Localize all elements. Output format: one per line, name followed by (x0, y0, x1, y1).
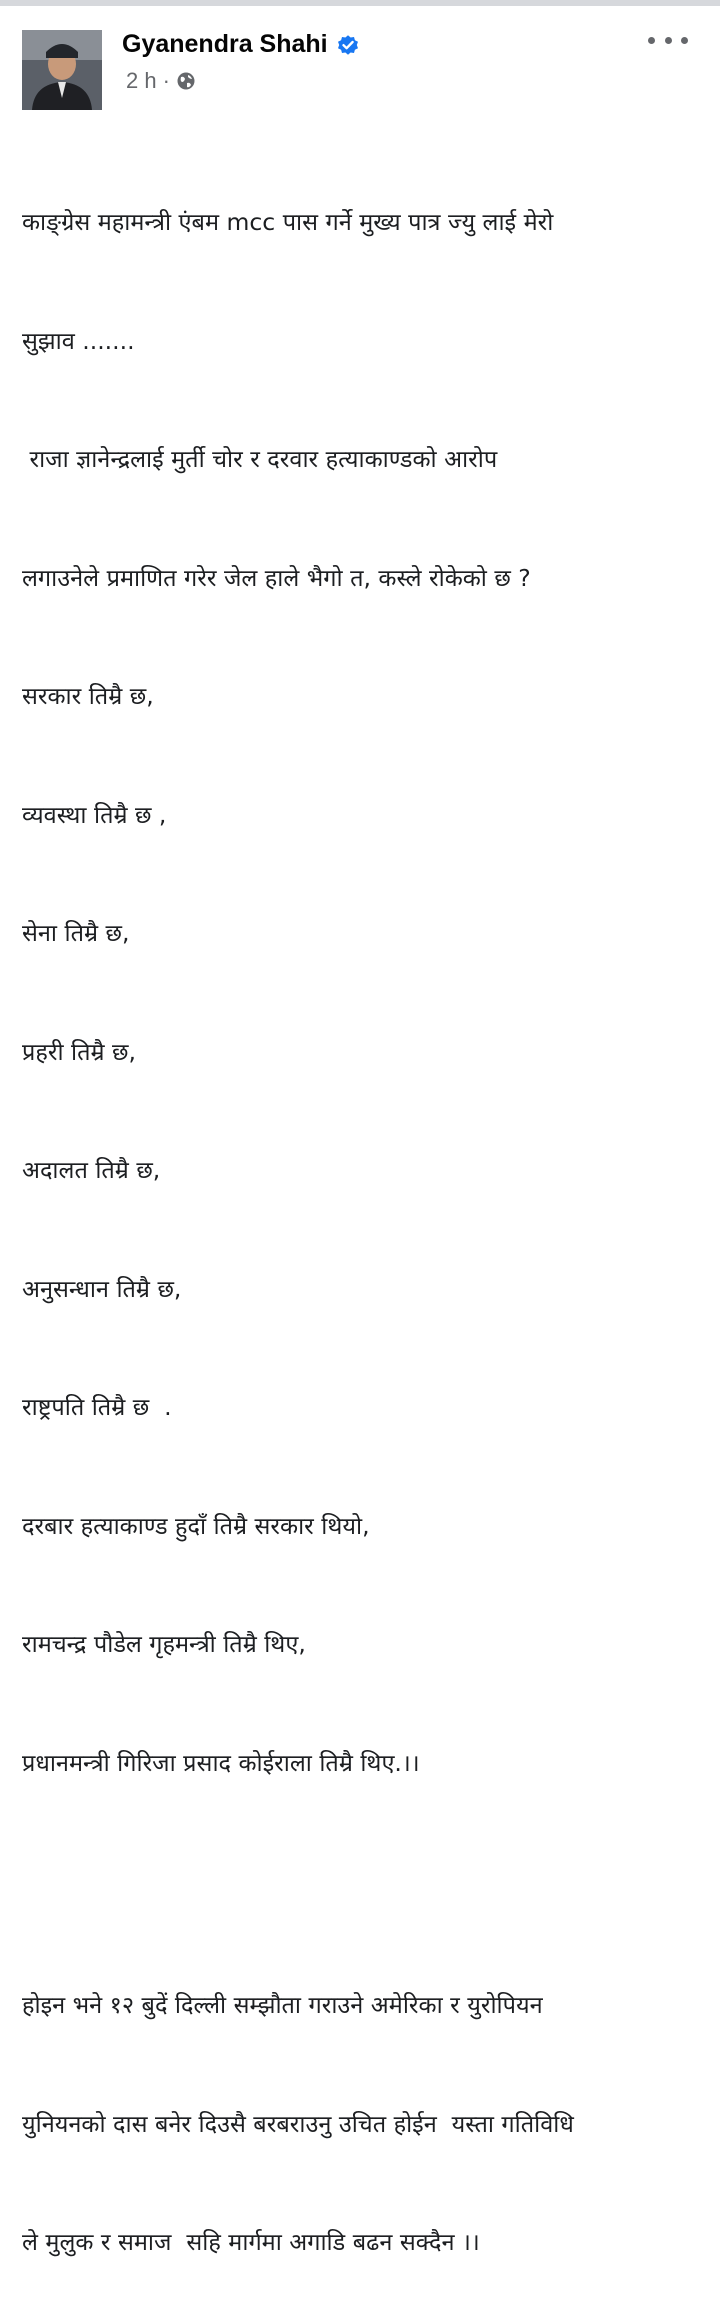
post-line: लगाउनेले प्रमाणित गरेर जेल हाले भैगो त, कस्ले रोकेको छ ? (22, 563, 531, 592)
profile-photo (22, 30, 102, 110)
post-line: अदालत तिम्रै छ, (22, 1156, 161, 1184)
post-line: सरकार तिम्रै छ, (22, 682, 154, 710)
post-line: प्रधानमन्त्री गिरिजा प्रसाद कोईराला तिम्रै थिए.।। (22, 1748, 420, 1777)
more-options-icon[interactable] (648, 26, 688, 54)
more-dot (681, 37, 688, 44)
author-row (122, 30, 360, 59)
more-dot (648, 37, 655, 44)
post-line: अनुसन्धान तिम्रै छ, (22, 1274, 182, 1303)
post-header (22, 24, 698, 108)
verified-badge-icon (336, 33, 360, 57)
top-divider (0, 0, 720, 6)
globe-icon[interactable] (176, 71, 196, 91)
post-line: व्यवस्था तिम्रै छ , (22, 800, 167, 829)
post-line: सेना तिम्रै छ, (22, 919, 130, 947)
post-line: युनियनको दास बनेर दिउसै बरबराउनु उचित होईन यस्ता गतिविधि (22, 2109, 574, 2138)
post-line: राजा ज्ञानेन्द्रलाई मुर्ती चोर र दरवार हत्याकाण्डको आरोप (22, 445, 498, 473)
post-line: प्रहरी तिम्रै छ, (22, 1037, 136, 1066)
post-text (22, 124, 712, 2302)
post-line: रामचन्द्र पौडेल गृहमन्त्री तिम्रै थिए, (22, 1630, 306, 1658)
post-line: ले मुलुक र समाज सहि मार्गमा अगाडि बढन सक्दैन ।। (22, 2228, 480, 2256)
post-line: दरबार हत्याकाण्ड हुदाँ तिम्रै सरकार थियो, (22, 1511, 370, 1540)
meta-separator: · (162, 68, 170, 93)
post-line: काङ्ग्रेस महामन्त्री एंबम mcc पास गर्ने मुख्य पात्र ज्यु लाई मेरो (22, 208, 554, 236)
timestamp[interactable]: 2 h (126, 68, 157, 93)
paragraph-gap (22, 1862, 712, 1907)
post-line: सुझाव ....... (22, 326, 135, 355)
post-line: होइन भने १२ बुदें दिल्ली सम्झौता गराउने अमेरिका र युरोपियन (22, 1991, 543, 2019)
author-name[interactable]: Gyanendra Shahi (122, 30, 328, 58)
post-meta (126, 68, 196, 94)
more-dot (665, 37, 672, 44)
post-line: राष्ट्रपति तिम्रै छ . (22, 1393, 172, 1421)
avatar[interactable] (22, 30, 102, 110)
